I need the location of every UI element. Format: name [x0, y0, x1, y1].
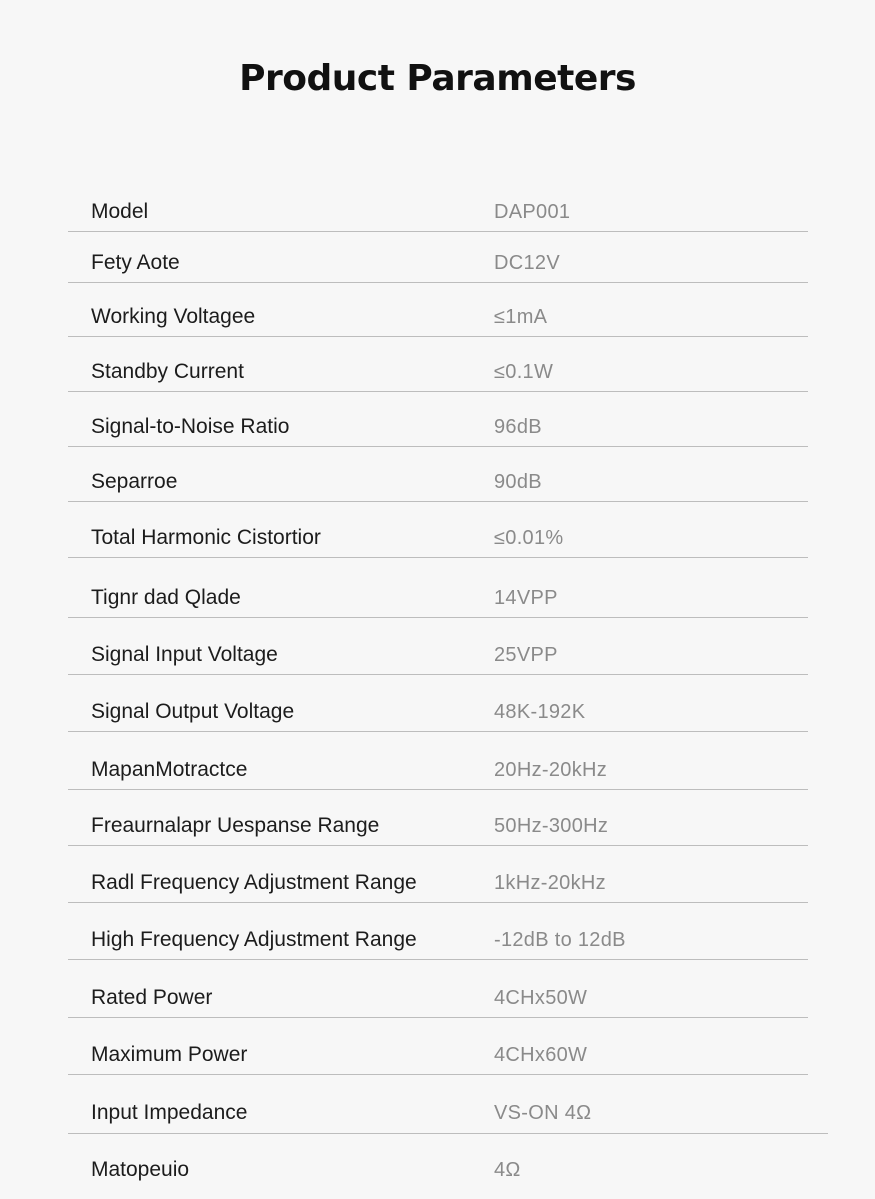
parameter-label: Signal Input Voltage: [91, 643, 278, 666]
table-row: [68, 558, 808, 618]
table-row: [68, 846, 808, 903]
parameter-label: Tignr dad Qlade: [91, 586, 241, 609]
parameter-value: 96dB: [494, 416, 542, 438]
table-row: [68, 1133, 808, 1190]
parameter-label: Working Voltagee: [91, 305, 256, 328]
parameter-value: DC12V: [494, 252, 560, 274]
table-row: [68, 732, 808, 790]
parameter-value: 25VPP: [494, 644, 558, 666]
parameter-label: Separroe: [91, 470, 178, 493]
table-row: [68, 790, 808, 846]
table-row: [68, 337, 808, 392]
parameter-label: Freaurnalapr Uespanse Range: [91, 814, 380, 837]
parameter-value: ≤0.1W: [494, 361, 554, 383]
table-row: [68, 447, 808, 502]
table-row: [68, 675, 808, 732]
parameter-value: 4CHx50W: [494, 987, 588, 1009]
parameter-value: 48K-192K: [494, 701, 586, 723]
parameter-label: Matopeuio: [91, 1158, 190, 1181]
parameter-value: 20Hz-20kHz: [494, 759, 608, 781]
table-row: [68, 1075, 808, 1133]
page-title: Product Parameters: [239, 58, 636, 99]
parameter-value: -12dB to 12dB: [494, 929, 626, 951]
parameter-label: High Frequency Adjustment Range: [91, 928, 417, 951]
row-divider: [68, 1133, 828, 1134]
parameter-label: MapanMotractce: [91, 758, 248, 781]
parameter-label: Fety Aote: [91, 251, 180, 274]
parameter-label: Input Impedance: [91, 1101, 248, 1124]
table-row: [68, 1018, 808, 1075]
parameter-label: Total Harmonic Cistortior: [91, 526, 321, 549]
parameter-value: 50Hz-300Hz: [494, 815, 609, 837]
parameter-value: 4Ω: [494, 1159, 521, 1181]
parameter-label: Maximum Power: [91, 1043, 248, 1066]
table-row: [68, 502, 808, 558]
parameter-value: VS-ON 4Ω: [494, 1102, 592, 1124]
parameter-label: Radl Frequency Adjustment Range: [91, 871, 417, 894]
parameter-label: Model: [91, 200, 149, 223]
table-row: [68, 283, 808, 337]
parameter-label: Signal Output Voltage: [91, 700, 295, 723]
parameter-value: 90dB: [494, 471, 542, 493]
parameter-value: ≤1mA: [494, 306, 548, 328]
table-row: [68, 180, 808, 232]
parameter-value: 1kHz-20kHz: [494, 872, 606, 894]
table-row: [68, 392, 808, 447]
table-row: [68, 960, 808, 1018]
parameter-value: 14VPP: [494, 587, 558, 609]
parameter-label: Signal-to-Noise Ratio: [91, 415, 290, 438]
parameter-label: Rated Power: [91, 986, 213, 1009]
parameter-value: ≤0.01%: [494, 527, 564, 549]
parameter-value: DAP001: [494, 201, 571, 223]
table-row: [68, 903, 808, 960]
parameter-label: Standby Current: [91, 360, 244, 383]
table-row: [68, 618, 808, 675]
parameter-value: 4CHx60W: [494, 1044, 588, 1066]
table-row: [68, 232, 808, 283]
